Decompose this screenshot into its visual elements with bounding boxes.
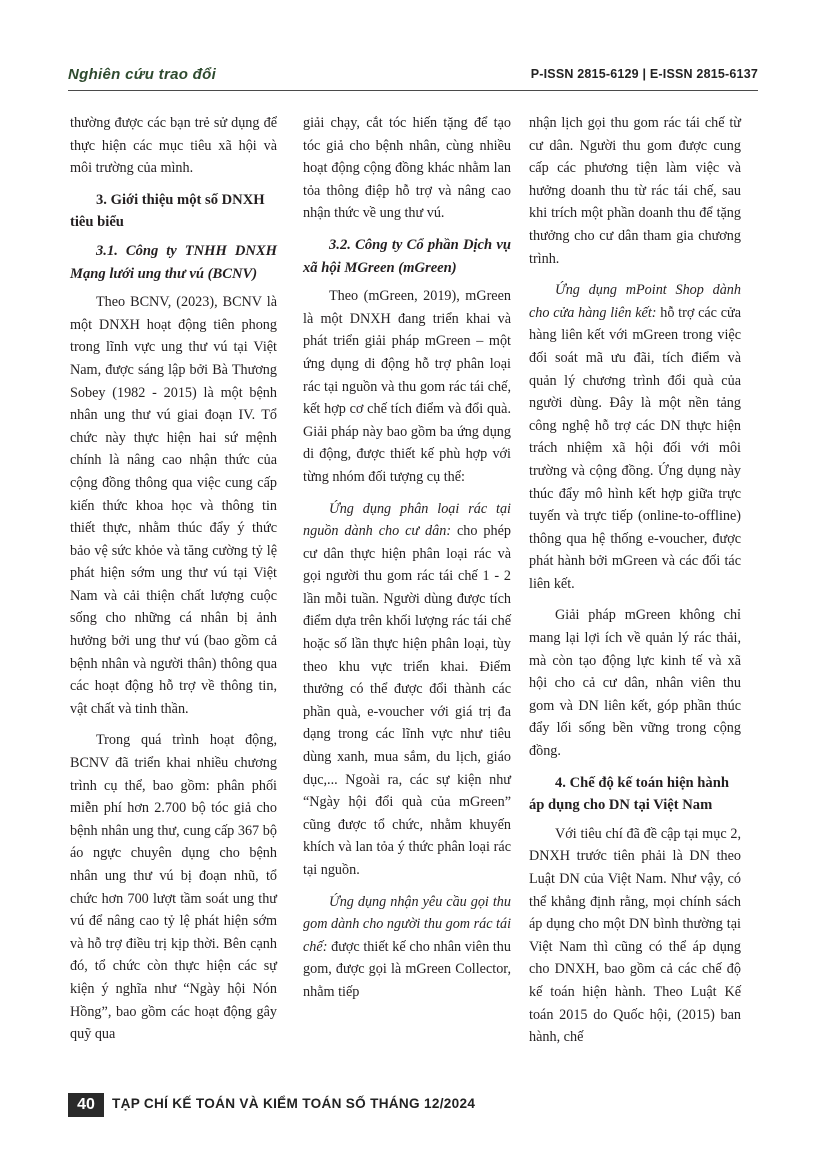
section-heading: 4. Chế độ kế toán hiện hành áp dụng cho DN tại Việt Nam bbox=[529, 774, 729, 814]
paragraph: giải chạy, cắt tóc hiến tặng để tạo tóc giả cho bệnh nhân, cùng nhiều hoạt động cộng đồng khác nhằm lan tỏa thông điệp hỗ trợ và nâng cao nhận thức về ung thư vú. bbox=[303, 115, 511, 222]
subsection-heading: 3.2. Công ty Cổ phần Dịch vụ xã hội MGreen (mGreen) bbox=[303, 236, 511, 276]
running-header bbox=[68, 64, 758, 86]
column-right bbox=[529, 112, 741, 1058]
page-number: 40 bbox=[68, 1093, 104, 1117]
paragraph: Theo (mGreen, 2019), mGreen là một DNXH đang triển khai và phát triển giải pháp mGreen – một ứng dụng di động hỗ trợ phân loại rác tại nguồn và thu gom rác tái chế, kết hợp cơ chế tích điểm và đổi quà. Giải pháp này bao gồm ba ứng dụng di động, được thiết kế phù hợp với từng nhóm đối tượng cụ thể: bbox=[303, 288, 511, 485]
paragraph bbox=[303, 891, 511, 1004]
column-middle bbox=[303, 112, 511, 1013]
paragraph bbox=[303, 498, 511, 882]
paragraph: Theo BCNV, (2023), BCNV là một DNXH hoạt động tiên phong trong lĩnh vực ung thư vú tại Việt Nam, được sáng lập bởi Bà Thương Sobey (1982 - 2015) là một bệnh nhân ung thư vú giai đoạn IV. Tổ chức này thực hiện hai sứ mệnh chính là nâng cao nhận thức của cộng đồng thông qua việc cung cấp kiến thức khoa học và thông tin thiết thực, nhằm thúc đẩy ý thức bảo vệ sức khỏe và tăng cường tỷ lệ phát hiện sớm ung thư vú tại Việt Nam và cải thiện chất lượng cuộc sống cho những cá nhân bị ảnh hưởng bởi ung thư vú (bao gồm cả bệnh nhân và người thân) thông qua các hoạt động hỗ trợ về thông tin, vật chất và tinh thần. bbox=[70, 294, 277, 717]
emphasis-text: Ứng dụng nhận yêu cầu gọi thu gom dành cho người thu gom rác tái chế: bbox=[303, 893, 512, 955]
section-heading: 3. Giới thiệu một số DNXH tiêu biểu bbox=[70, 191, 265, 231]
section-title: Nghiên cứu trao đổi bbox=[68, 66, 217, 83]
header-divider bbox=[68, 90, 758, 91]
paragraph: Giải pháp mGreen không chỉ mang lại lợi ích về quản lý rác thải, mà còn tạo động lực kinh tế và xã hội cho cả cư dân, nhân viên thu gom và DN liên kết, góp phần thúc đẩy lối sống bền vững trong cộng đồng. bbox=[529, 607, 741, 760]
paragraph-text: hỗ trợ các cửa hàng liên kết với mGreen trong việc đối soát mã ưu đãi, tích điểm và quản lý chương trình đổi quà của người dùng. Đây là một nền tảng công nghệ hỗ trợ các DN thực hiện trách nhiệm xã hội đối với môi trường và cộng đồng. Ứng dụng này thúc đẩy mô hình kết hợp giữa trực tuyến và trực tiếp (online-to-offline) thông qua hệ thống e-voucher, được phát hành bởi mGreen và các đối tác liên kết. bbox=[529, 304, 741, 592]
paragraph bbox=[529, 279, 741, 595]
emphasis-text: Ứng dụng mPoint Shop dành cho cửa hàng liên kết: bbox=[529, 282, 741, 321]
emphasis-text: Ứng dụng phân loại rác tại nguồn dành cho cư dân: bbox=[303, 500, 511, 540]
journal-name: TẠP CHÍ KẾ TOÁN VÀ KIỂM TOÁN SỐ THÁNG 12/2024 bbox=[112, 1096, 476, 1111]
paragraph: Trong quá trình hoạt động, BCNV đã triển khai nhiều chương trình cụ thể, bao gồm: phân phối miễn phí hơn 2.700 bộ tóc giả cho bệnh nhân ung thư, cung cấp 367 bộ áo ngực chuyên dụng cho bệnh nhân ung thư vú bị đoạn nhũ, tổ chức hơn 700 lượt tầm soát ung thư vú để nâng cao tỷ lệ phát hiện sớm và hỗ trợ điều trị kịp thời. Bên cạnh đó, tổ chức còn thực hiện các sự kiện ý nghĩa như “Ngày hội Nón Hồng”, bao gồm các hoạt động gây quỹ qua bbox=[70, 732, 277, 1043]
page-footer bbox=[68, 1093, 668, 1119]
paragraph: nhận lịch gọi thu gom rác tái chế từ cư dân. Người thu gom được cung cấp các phương tiện làm việc và hưởng doanh thu từ rác tái chế, sau khi trích một phần doanh thu để tặng thưởng cho cư dân tham gia chương trình. bbox=[529, 115, 741, 267]
column-left bbox=[70, 112, 277, 1055]
paragraph-text: cho phép cư dân thực hiện phân loại rác và gọi người thu gom rác tái chế 1 - 2 lần mỗi tuần. Người dùng được tích điểm dựa trên khối lượng rác tái chế hoặc số lần thực hiện phân loại, tùy theo khu vực triển khai. Điểm thưởng có thể được đổi thành các phần quà, e-voucher với giá trị đa dạng trong các lĩnh vực như tiêu dùng xanh, mua sắm, du lịch, giáo dục,... Ngoài ra, các sự kiện như “Ngày hội đổi quà của mGreen” cũng được tổ chức, nhằm khuyến khích và lan tỏa ý thức phân loại rác tại nguồn. bbox=[303, 523, 511, 878]
issn-label: P-ISSN 2815-6129 | E-ISSN 2815-6137 bbox=[530, 67, 758, 81]
subsection-heading: 3.1. Công ty TNHH DNXH Mạng lưới ung thư vú (BCNV) bbox=[70, 242, 277, 282]
paragraph: thường được các bạn trẻ sử dụng để thực hiện các mục tiêu xã hội và môi trường của mình. bbox=[70, 115, 277, 177]
paragraph-text: được thiết kế cho nhân viên thu gom, được gọi là mGreen Collector, nhằm tiếp bbox=[303, 938, 511, 1000]
paragraph: Với tiêu chí đã đề cập tại mục 2, DNXH trước tiên phải là DN theo Luật DN của Việt Nam. Như vậy, có thể khẳng định rằng, mọi chính sách áp dụng cho một DN bình thường tại Việt Nam thì cũng có thể áp dụng cho DNXH, bao gồm cả các chế độ kế toán hiện hành. Theo Luật Kế toán 2015 do Quốc hội, (2015) ban hành, chế bbox=[529, 825, 741, 1046]
